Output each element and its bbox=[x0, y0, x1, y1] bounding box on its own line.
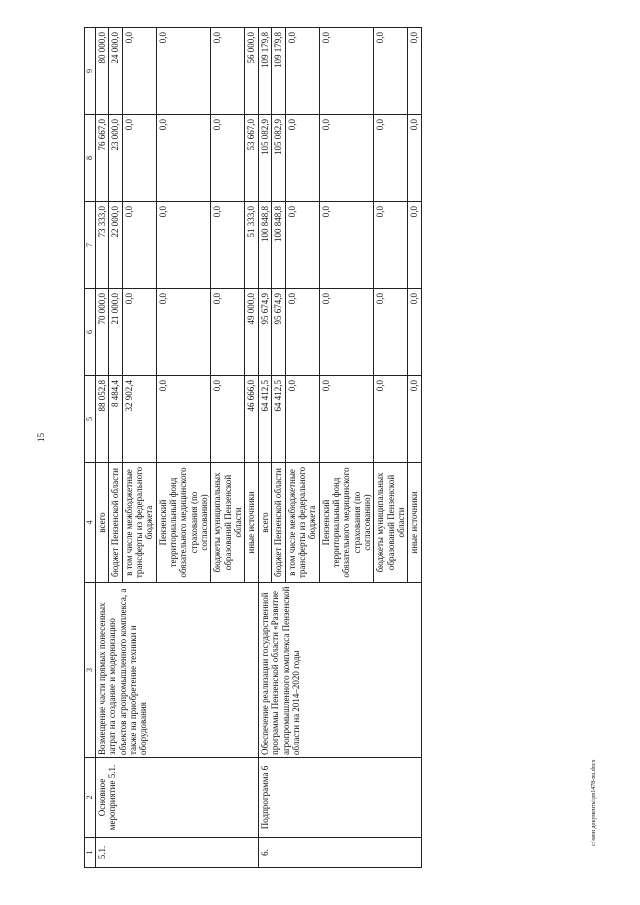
funding-value-cell: 0,0 bbox=[211, 28, 245, 115]
funding-value-cell: 0,0 bbox=[156, 376, 211, 463]
funding-value-cell: 0,0 bbox=[319, 289, 374, 376]
funding-value-cell: 22 000,0 bbox=[109, 202, 122, 289]
column-number: 7 bbox=[85, 202, 96, 289]
funding-value-cell: 0,0 bbox=[122, 289, 156, 376]
row-description: Возмещение части прямых понесенных затрат на создание и модернизацию объектов агропромышленного комплекса, а также на приобретение техники и оборудования bbox=[96, 583, 259, 758]
funding-value-cell: 0,0 bbox=[285, 28, 319, 115]
funding-value-cell: 0,0 bbox=[285, 202, 319, 289]
funding-value-cell: 100 848,8 bbox=[272, 202, 285, 289]
budget-table bbox=[84, 27, 422, 868]
funding-value-cell: 0,0 bbox=[319, 202, 374, 289]
funding-value-cell: 95 674,9 bbox=[272, 289, 285, 376]
funding-value-cell: 73 333,0 bbox=[96, 202, 109, 289]
funding-value-cell: 0,0 bbox=[319, 28, 374, 115]
funding-value-cell: 109 179,8 bbox=[272, 28, 285, 115]
column-number: 3 bbox=[85, 583, 96, 758]
column-number: 5 bbox=[85, 376, 96, 463]
funding-value-cell: 46 666,0 bbox=[245, 376, 258, 463]
funding-value-cell: 0,0 bbox=[319, 115, 374, 202]
funding-value-cell: 64 412,5 bbox=[258, 376, 271, 463]
page-number: 15 bbox=[36, 433, 46, 442]
funding-value-cell: 51 333,0 bbox=[245, 202, 258, 289]
table-row bbox=[258, 28, 271, 868]
row-code: 6. bbox=[258, 838, 421, 868]
funding-source-label: бюджет Пензенской области bbox=[109, 463, 122, 583]
funding-value-cell: 64 412,5 bbox=[272, 376, 285, 463]
funding-value-cell: 23 000,0 bbox=[109, 115, 122, 202]
funding-value-cell: 0,0 bbox=[122, 28, 156, 115]
funding-source-label: иные источники bbox=[408, 463, 421, 583]
column-number: 9 bbox=[85, 28, 96, 115]
column-number: 6 bbox=[85, 289, 96, 376]
funding-source-label: всего bbox=[258, 463, 271, 583]
funding-value-cell: 95 674,9 bbox=[258, 289, 271, 376]
funding-value-cell: 56 000,0 bbox=[245, 28, 258, 115]
funding-value-cell: 0,0 bbox=[285, 289, 319, 376]
funding-value-cell: 0,0 bbox=[211, 202, 245, 289]
funding-value-cell: 0,0 bbox=[374, 376, 408, 463]
funding-value-cell: 0,0 bbox=[211, 289, 245, 376]
funding-value-cell: 0,0 bbox=[285, 115, 319, 202]
funding-value-cell: 105 082,9 bbox=[258, 115, 271, 202]
funding-source-label: бюджеты муниципальных образований Пензенской области bbox=[211, 463, 245, 583]
footer-file-path: c:\мои документы\pn1478-nu.docx bbox=[591, 759, 597, 846]
funding-value-cell: 0,0 bbox=[374, 202, 408, 289]
funding-value-cell: 0,0 bbox=[374, 28, 408, 115]
funding-source-label: бюджет Пензенской области bbox=[272, 463, 285, 583]
funding-value-cell: 24 000,0 bbox=[109, 28, 122, 115]
row-code: 5.1. bbox=[96, 838, 259, 868]
funding-value-cell: 0,0 bbox=[285, 376, 319, 463]
column-number-row bbox=[85, 28, 96, 868]
funding-value-cell: 0,0 bbox=[122, 115, 156, 202]
funding-value-cell: 0,0 bbox=[156, 289, 211, 376]
funding-source-label: иные источники bbox=[245, 463, 258, 583]
funding-value-cell: 0,0 bbox=[319, 376, 374, 463]
funding-value-cell: 49 000,0 bbox=[245, 289, 258, 376]
funding-value-cell: 0,0 bbox=[211, 115, 245, 202]
funding-source-label: бюджеты муниципальных образований Пензенской области bbox=[374, 463, 408, 583]
funding-value-cell: 0,0 bbox=[408, 28, 421, 115]
funding-value-cell: 32 902,4 bbox=[122, 376, 156, 463]
funding-source-label: Пензенский территориальный фонд обязательного медицинского страхования (по согласованию) bbox=[319, 463, 374, 583]
funding-value-cell: 0,0 bbox=[408, 289, 421, 376]
funding-source-label: в том числе межбюджетные трансферты из федерального бюджета bbox=[285, 463, 319, 583]
funding-value-cell: 53 667,0 bbox=[245, 115, 258, 202]
funding-value-cell: 0,0 bbox=[408, 376, 421, 463]
funding-value-cell: 8 484,4 bbox=[109, 376, 122, 463]
funding-value-cell: 0,0 bbox=[374, 115, 408, 202]
row-description: Обеспечение реализации государственной программы Пензенской области «Развитие агропромышленного комплекса Пензенской области на 2014–2020 годы bbox=[258, 583, 421, 758]
funding-source-label: всего bbox=[96, 463, 109, 583]
table-row bbox=[96, 28, 109, 868]
funding-value-cell: 0,0 bbox=[374, 289, 408, 376]
funding-source-label: Пензенский территориальный фонд обязательного медицинского страхования (по согласованию) bbox=[156, 463, 211, 583]
funding-source-label: в том числе межбюджетные трансферты из федерального бюджета bbox=[122, 463, 156, 583]
funding-value-cell: 0,0 bbox=[408, 202, 421, 289]
funding-value-cell: 76 667,0 bbox=[96, 115, 109, 202]
funding-value-cell: 105 082,9 bbox=[272, 115, 285, 202]
funding-value-cell: 80 000,0 bbox=[96, 28, 109, 115]
funding-value-cell: 0,0 bbox=[211, 376, 245, 463]
funding-value-cell: 0,0 bbox=[408, 115, 421, 202]
funding-value-cell: 21 000,0 bbox=[109, 289, 122, 376]
column-number: 8 bbox=[85, 115, 96, 202]
row-name: Основное мероприятие 5.1. bbox=[96, 758, 259, 838]
column-number: 1 bbox=[85, 838, 96, 868]
rotated-table-container bbox=[84, 28, 594, 868]
column-number: 2 bbox=[85, 758, 96, 838]
funding-value-cell: 0,0 bbox=[156, 115, 211, 202]
funding-value-cell: 88 052,8 bbox=[96, 376, 109, 463]
funding-value-cell: 109 179,8 bbox=[258, 28, 271, 115]
funding-value-cell: 100 848,8 bbox=[258, 202, 271, 289]
funding-value-cell: 0,0 bbox=[156, 202, 211, 289]
row-name: Подпрограмма 6 bbox=[258, 758, 421, 838]
funding-value-cell: 0,0 bbox=[156, 28, 211, 115]
funding-value-cell: 70 000,0 bbox=[96, 289, 109, 376]
funding-value-cell: 0,0 bbox=[122, 202, 156, 289]
column-number: 4 bbox=[85, 463, 96, 583]
